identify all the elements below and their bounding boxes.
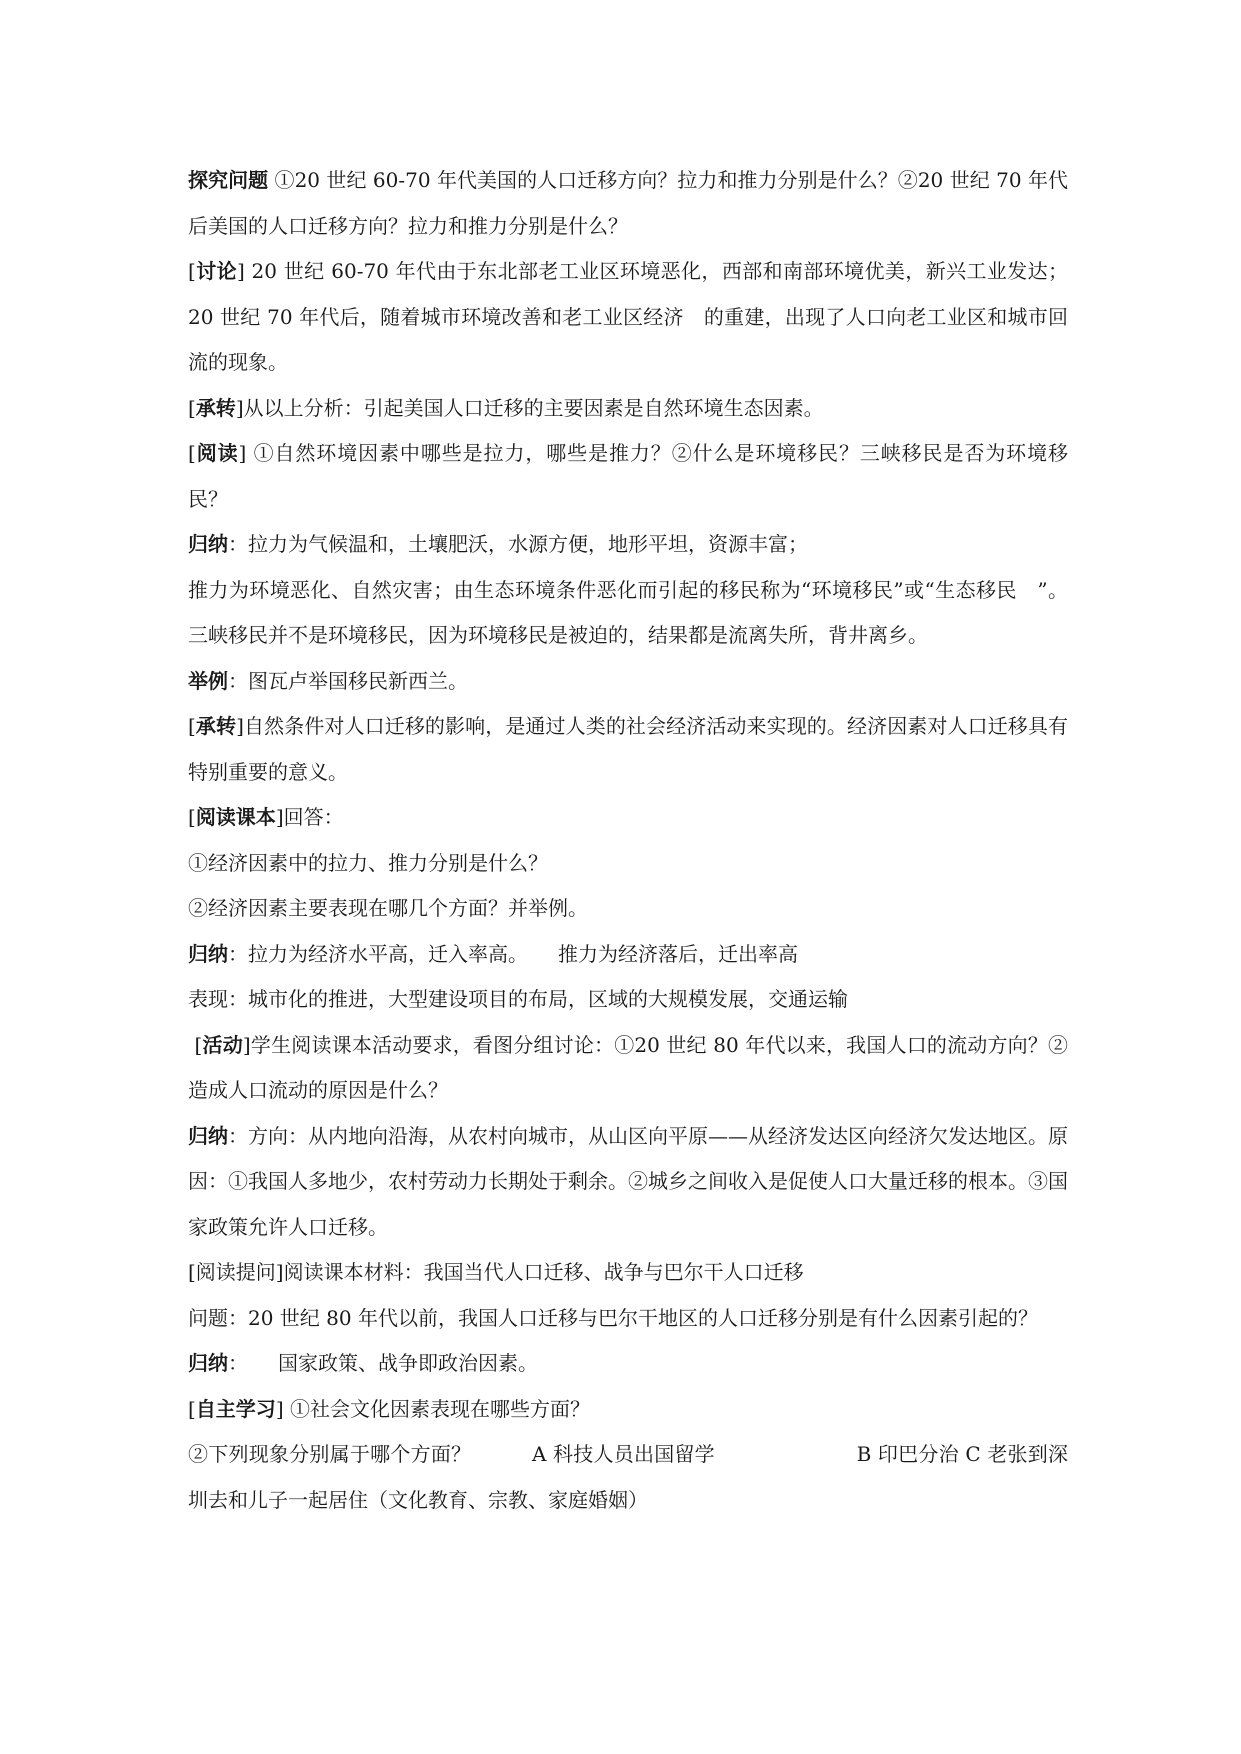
paragraph-reading-question bbox=[188, 1250, 1068, 1296]
paragraph-text: ]从以上分析：引起美国人口迁移的主要因素是自然环境生态因素。 bbox=[235, 395, 824, 420]
paragraph-manifestation bbox=[188, 977, 1068, 1023]
paragraph-text: ] ①自然环境因素中哪些是拉力，哪些是推力？②什么是环境移民？三峡移民是否为环境移民？ bbox=[188, 441, 1068, 511]
paragraph-inquiry-question bbox=[188, 158, 1068, 249]
keyword-summary: 归纳 bbox=[188, 1123, 228, 1148]
bracket-open: [ bbox=[188, 395, 196, 420]
keyword-reading: 阅读 bbox=[195, 441, 239, 465]
paragraph-text: ：拉力为经济水平高，迁入率高。 推力为经济落后，迁出率高 bbox=[228, 941, 798, 966]
paragraph-text: 问题：20 世纪 80 年代以前，我国人口迁移与巴尔干地区的人口迁移分别是有什么因素引起的？ bbox=[188, 1305, 1038, 1330]
bracket-open: [ bbox=[188, 714, 196, 738]
bracket-open: [ bbox=[188, 805, 196, 829]
paragraph-text: ] ①社会文化因素表现在哪些方面？ bbox=[275, 1396, 590, 1421]
keyword-summary: 归纳 bbox=[188, 941, 228, 966]
keyword-self-study: 自主学习 bbox=[195, 1396, 276, 1421]
keyword-transition: 承转 bbox=[195, 714, 237, 738]
paragraph-question-2 bbox=[188, 886, 1068, 932]
paragraph-text: [阅读提问]阅读课本材料：我国当代人口迁移、战争与巴尔干人口迁移 bbox=[188, 1260, 804, 1284]
paragraph-text: ：拉力为气候温和，土壤肥沃，水源方便，地形平坦，资源丰富； bbox=[228, 532, 808, 556]
bracket-open: [ bbox=[188, 259, 196, 283]
paragraph-discussion bbox=[188, 249, 1068, 386]
paragraph-transition-2 bbox=[188, 704, 1068, 795]
paragraph-activity bbox=[188, 1023, 1068, 1114]
paragraph-text: ：图瓦卢举国移民新西兰。 bbox=[228, 668, 468, 693]
paragraph-question-1 bbox=[188, 841, 1068, 887]
paragraph-question-3 bbox=[188, 1296, 1068, 1342]
keyword-transition: 承转 bbox=[195, 395, 236, 420]
keyword-summary: 归纳 bbox=[188, 532, 228, 556]
paragraph-text: ]回答： bbox=[275, 805, 344, 829]
keyword-summary: 归纳 bbox=[188, 1351, 228, 1375]
paragraph-reading bbox=[188, 431, 1068, 522]
paragraph-text: ]自然条件对人口迁移的影响，是通过人类的社会经济活动来实现的。经济因素对人口迁移具有特别重要的意义。 bbox=[188, 714, 1069, 784]
paragraph-text: ②下列现象分别属于哪个方面？ A 科技人员出国留学 B 印巴分治 C 老张到深圳去和儿子一起居住（文化教育、宗教、家庭婚姻） bbox=[188, 1442, 1068, 1512]
paragraph-summary-1 bbox=[188, 522, 1068, 568]
keyword-read-textbook: 阅读课本 bbox=[195, 805, 276, 829]
keyword-discussion: 讨论 bbox=[195, 259, 237, 283]
bracket-open: [ bbox=[188, 1032, 203, 1057]
paragraph-question-4 bbox=[188, 1432, 1068, 1523]
paragraph-text: ②经济因素主要表现在哪几个方面？并举例。 bbox=[188, 896, 588, 920]
paragraph-example bbox=[188, 659, 1068, 705]
paragraph-summary-3 bbox=[188, 1114, 1068, 1251]
paragraph-text: ：方向：从内地向沿海，从农村向城市，从山区向平原——从经济发达区向经济欠发达地区。原因：①我国人多地少，农村劳动力长期处于剩余。②城乡之间收入是促使人口大量迁移的根本。③国家政策允许人口迁移。 bbox=[188, 1123, 1068, 1239]
keyword-inquiry-question: 探究问题 bbox=[188, 168, 269, 192]
paragraph-text: 推力为环境恶化、自然灾害；由生态环境条件恶化而引起的移民称为“环境移民”或“生态移民 ”。三峡移民并不是环境移民，因为环境移民是被迫的，结果都是流离失所，背井离乡。 bbox=[188, 577, 1068, 647]
paragraph-read-textbook bbox=[188, 795, 1068, 841]
paragraph-text: 表现：城市化的推进，大型建设项目的布局，区域的大规模发展，交通运输 bbox=[188, 987, 848, 1011]
keyword-activity: 活动 bbox=[202, 1032, 243, 1057]
bracket-open: [ bbox=[188, 1396, 196, 1421]
paragraph-text: ]学生阅读课本活动要求，看图分组讨论：①20 世纪 80 年代以来，我国人口的流动方向？②造成人口流动的原因是什么？ bbox=[188, 1032, 1069, 1102]
paragraph-self-study bbox=[188, 1387, 1068, 1433]
keyword-example: 举例 bbox=[188, 668, 228, 693]
paragraph-transition-1 bbox=[188, 386, 1068, 432]
paragraph-summary-4 bbox=[188, 1341, 1068, 1387]
paragraph-push-factors bbox=[188, 568, 1068, 659]
paragraph-text: ： 国家政策、战争即政治因素。 bbox=[228, 1351, 538, 1375]
document-body bbox=[188, 158, 1068, 1523]
paragraph-text: ] 20 世纪 60-70 年代由于东北部老工业区环境恶化，西部和南部环境优美，新兴工业发达；20 世纪 70 年代后，随着城市环境改善和老工业区经济 的重建，出现了人口向老工业区和城市回流的现象。 bbox=[188, 259, 1069, 374]
paragraph-text: ①20 世纪 60-70 年代美国的人口迁移方向？拉力和推力分别是什么？②20 世纪 70 年代后美国的人口迁移方向？拉力和推力分别是什么？ bbox=[188, 168, 1069, 238]
bracket-open: [ bbox=[188, 441, 196, 465]
paragraph-text: ①经济因素中的拉力、推力分别是什么？ bbox=[188, 850, 548, 875]
paragraph-summary-2 bbox=[188, 932, 1068, 978]
